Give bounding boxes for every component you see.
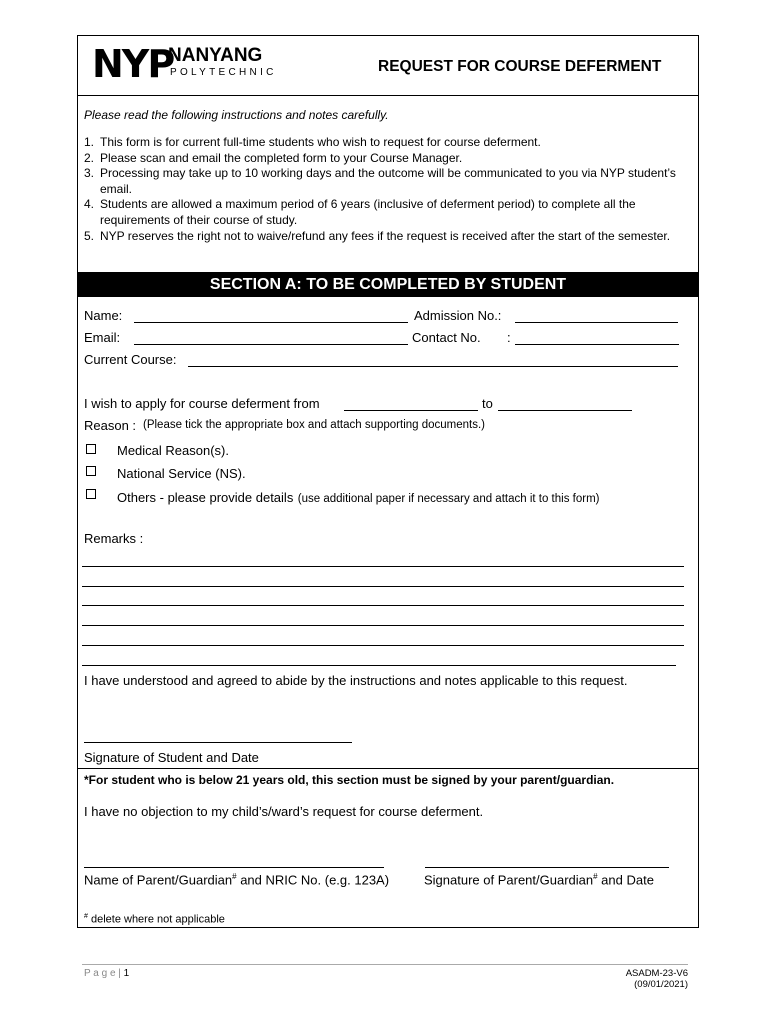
admission-label: Admission No.:: [414, 308, 502, 323]
form-date: (09/01/2021): [634, 979, 688, 990]
national-service-checkbox[interactable]: [86, 466, 96, 476]
defer-to-label: to: [482, 396, 493, 411]
nyp-logo: [92, 42, 292, 86]
guardian-notice: *For student who is below 21 years old, this section must be signed by your parent/guardian.: [84, 773, 615, 787]
course-label: Current Course:: [84, 352, 177, 367]
instruction-item: 1. This form is for current full-time students who wish to request for course deferment.: [84, 135, 541, 149]
page-label: P a g e |: [84, 968, 121, 979]
remarks-line[interactable]: [82, 665, 676, 666]
instruction-item: 2. Please scan and email the completed form to your Course Manager.: [84, 150, 463, 165]
remarks-line[interactable]: [82, 625, 684, 626]
email-label: Email:: [84, 330, 121, 345]
guardian-divider: [78, 768, 698, 769]
instructions-list: [84, 135, 684, 244]
form-title: REQUEST FOR COURSE DEFERMENT: [378, 58, 662, 75]
defer-from-field[interactable]: [344, 410, 478, 411]
course-field[interactable]: [188, 366, 678, 367]
others-option-label: Others - please provide details: [117, 490, 294, 505]
logo-mark: NYP: [92, 42, 174, 86]
medical-checkbox[interactable]: [86, 444, 96, 454]
reason-label: Reason :: [84, 418, 137, 433]
national-service-option-label: National Service (NS).: [117, 466, 246, 481]
form-code: ASADM-23-V6: [625, 968, 688, 979]
others-option-note: (use additional paper if necessary and attach it to this form): [297, 493, 600, 505]
contact-colon: :: [507, 330, 511, 345]
remarks-line[interactable]: [82, 605, 684, 606]
hash-mark: #: [84, 913, 88, 920]
page-indicator: [84, 968, 129, 979]
defer-from-label: I wish to apply for course deferment from: [84, 396, 320, 411]
contact-field[interactable]: [515, 344, 679, 345]
instructions-intro: Please read the following instructions and notes carefully.: [84, 108, 389, 122]
page-number: 1: [123, 968, 130, 979]
section-a-header: SECTION A: TO BE COMPLETED BY STUDENT: [78, 272, 698, 297]
hash-mark: #: [593, 872, 598, 881]
agreement-text: I have understood and agreed to abide by the instructions and notes applicable to this request.: [84, 673, 628, 688]
reason-hint: (Please tick the appropriate box and attach supporting documents.): [143, 419, 486, 431]
others-option: [117, 489, 599, 507]
logo-subtitle: POLYTECHNIC: [170, 67, 277, 78]
student-signature-label: Signature of Student and Date: [84, 750, 259, 765]
name-field[interactable]: [134, 322, 408, 323]
remarks-line[interactable]: [82, 566, 684, 567]
remarks-line[interactable]: [82, 586, 684, 587]
guardian-name-label: Name of Parent/Guardian# and NRIC No. (e.g. 123A): [84, 872, 390, 888]
guardian-statement: I have no objection to my child’s/ward’s request for course deferment.: [84, 804, 484, 819]
student-signature-field[interactable]: [84, 742, 352, 743]
instruction-item: 5. NYP reserves the right not to waive/refund any fees if the request is received after the start of the semester.: [84, 228, 671, 243]
contact-label: Contact No.: [412, 330, 481, 345]
name-label: Name:: [84, 308, 123, 323]
header-divider: [78, 95, 698, 96]
remarks-line[interactable]: [82, 645, 684, 646]
defer-to-field[interactable]: [498, 410, 632, 411]
others-checkbox[interactable]: [86, 489, 96, 499]
admission-field[interactable]: [515, 322, 678, 323]
footnote: # delete where not applicable: [84, 913, 225, 926]
logo-name: NANYANG: [168, 45, 263, 66]
hash-mark: #: [232, 872, 237, 881]
guardian-signature-field[interactable]: [425, 867, 669, 868]
medical-option-label: Medical Reason(s).: [117, 443, 229, 458]
instruction-item: 4. Students are allowed a maximum period of 6 years (inclusive of deferment period) to complete all the requirements of their course of study.: [84, 197, 636, 227]
instruction-item: 3. Processing may take up to 10 working days and the outcome will be communicated to you via NYP student’s email.: [84, 166, 676, 196]
footer-rule: [82, 964, 688, 965]
email-field[interactable]: [134, 344, 408, 345]
guardian-signature-label: Signature of Parent/Guardian# and Date: [424, 872, 654, 888]
guardian-name-field[interactable]: [84, 867, 384, 868]
remarks-label: Remarks :: [84, 531, 144, 546]
